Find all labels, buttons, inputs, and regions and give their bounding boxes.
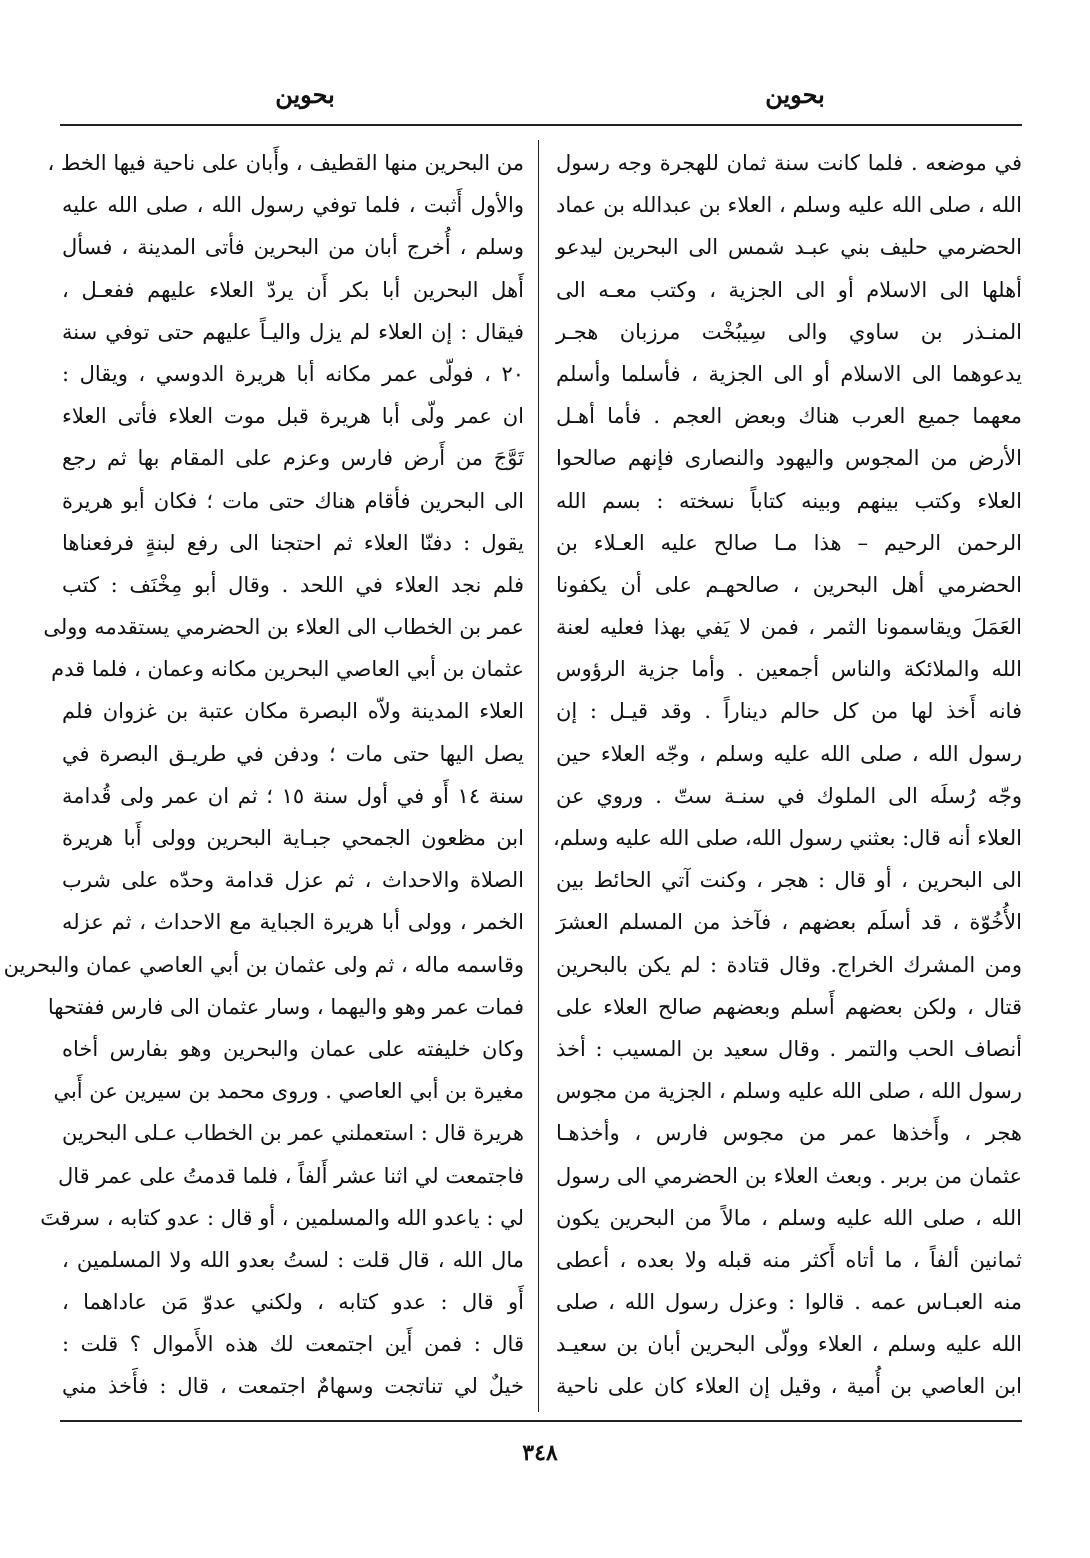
text-line: وسلم ، أُخرج أبان من البحرين فأتى المدينة ، فسأل	[62, 235, 524, 260]
text-line: ٢٠ ، فولّى عمر مكانه أبا هريرة الدوسي ، ويقال :	[62, 361, 524, 386]
text-line: لي : ياعدو الله والمسلمين ، أو قال : عدو كتابه ، سرقتَ	[40, 1205, 524, 1230]
text-line: الله ، صلى الله عليه وسلم ، مالاً من البحرين يكون	[556, 1205, 1022, 1230]
text-line: عثمان بن أبي العاصي البحرين مكانه وعمان ، فلما قدم	[51, 657, 524, 682]
text-line: فلم نجد العلاء في اللحد . وقال أبو مِخْنَف : كتب	[62, 572, 524, 597]
text-line: الأرض من المجوس واليهود والنصارى فإنهم صالحوا	[556, 446, 1022, 471]
text-line: عثمان من بربر . وبعث العلاء بن الحضرمي الى رسول	[556, 1163, 1022, 1188]
text-line: فمات عمر وهو واليهما ، وسار عثمان الى فارس ففتحها	[47, 994, 524, 1019]
text-line: فيقال : إن العلاء لم يزل واليـاً عليهم حتى توفي سنة	[62, 319, 524, 344]
text-line: منه العبـاس عمه . قالوا : وعزل رسول الله ، صلى	[556, 1290, 1022, 1315]
text-line: العلاء أنه قال: بعثني رسول الله، صلى الله عليه وسلم،	[552, 826, 1022, 850]
text-line: أَو قال : عدو كتابه ، ولكني عدوّ مَن عاداهما ،	[62, 1290, 524, 1315]
text-line: ابن العاصي بن أُمية ، وقيل إن العلاء كان على ناحية	[556, 1374, 1022, 1399]
text-line: فاجتمعت لي اثنا عشر أَلفاً ، فلما قدمتُ على عمر قال	[58, 1163, 524, 1188]
text-line: مغيرة بن أبي العاصي . وروى محمد بن سيرين عن أَبي	[53, 1079, 524, 1104]
text-line: الخمر ، وولى أبا هريرة الجباية مع الاحداث ، ثم عزله	[62, 910, 524, 935]
text-line: وجّه رُسلَه الى الملوك في سنـة ستّ . وروي عن	[556, 783, 1022, 808]
text-line: الله والملائكة والناس أجمعين . وأما جزية الرؤوس	[556, 657, 1022, 682]
text-line: وقاسمه ماله ، ثم ولى عثمان بن أبي العاصي عمان والبحرين	[3, 952, 524, 977]
running-header-left: بحوين	[275, 80, 335, 109]
left-column-text	[3, 142, 524, 1408]
text-line: عمر بن الخطاب الى العلاء بن الحضرمي يستقدمه وولى	[43, 615, 524, 640]
text-line: يقول : دفنّا العلاء ثم احتجنا الى رفع لبنةٍ فرفعناها	[62, 530, 524, 555]
text-line: تَوَّجَ من أَرض فارس وعزم على المقام بها ثم رجع	[62, 446, 524, 471]
text-line: الله عليه وسلم ، العلاء وولّى البحرين أبان بن سعيـد	[556, 1332, 1022, 1357]
text-line: الى البحرين ، أو قال : هجر ، وكنت آتي الحائط بين	[556, 868, 1022, 893]
text-line: خيلٌ لي تناتجت وسهامٌ اجتمعت ، قال : فأَخذ مني	[62, 1374, 524, 1399]
text-line: رسول الله ، صلى الله عليه وسلم ، الجزية من مجوس	[555, 1079, 1022, 1104]
top-rule	[60, 124, 1022, 126]
text-line: رسول الله ، صلى الله عليه وسلم ، وجّه العلاء حين	[556, 741, 1022, 766]
text-line: ابن مظعون الجمحي جبـاية البحرين وولى أَبا هريرة	[62, 826, 524, 850]
text-line: هريرة قال : استعملني عمر بن الخطاب عـلى البحرين	[61, 1121, 524, 1146]
text-line: الى البحرين فأقام هناك حتى مات ؛ فكان أبو هريرة	[62, 488, 524, 513]
text-line: مال الله ، قال قلت : لستُ بعدو الله ولا المسلمين ،	[62, 1247, 524, 1272]
text-line: الحضرمي حليف بني عبـد شمس الى البحرين ليدعو	[556, 235, 1022, 260]
text-line: العلاء المدينة ولاّه البصرة مكان عتبة بن غزوان فلم	[62, 699, 524, 724]
running-header-right: بحوين	[765, 80, 825, 109]
text-line: العلاء وكتب بينهم وبينه كتاباً نسخته : بسم الله	[556, 488, 1022, 513]
text-line: الحضرمي أهل البحرين ، صالحهـم على أن يكفونا	[556, 572, 1022, 597]
text-line: العَمَلَ ويقاسمونا الثمر ، فمن لا يَفي بهذا فعليه لعنة	[556, 615, 1022, 640]
text-line: أهلها الى الاسلام أو الى الجزية ، وكتب معـه الى	[556, 277, 1022, 302]
text-line: ومن المشرك الخراج. وقال قتادة : لم يكن بالبحرين	[556, 952, 1022, 977]
bottom-rule	[60, 1420, 1022, 1422]
text-line: وكان خليفته على عمان والبحرين وهو بفارس أخاه	[62, 1036, 524, 1061]
text-line: معهما جميع العرب هناك وبعض العجم . فأما أهـل	[556, 404, 1022, 429]
text-line: سنة ١٤ أَو في أول سنة ١٥ ؛ ثم ان عمر ولى قُدامة	[62, 783, 524, 808]
text-line: قال : فمن أَين اجتمعت لك هذه الأَموال ؟ قلت :	[62, 1332, 524, 1357]
text-line: الرحمن الرحيم – هذا مـا صالح عليه العـلاء بن	[556, 530, 1022, 555]
text-line: الله ، صلى الله عليه وسلم ، العلاء بن عبدالله بن عماد	[556, 193, 1022, 218]
text-line: يصل اليها حتى مات ؛ ودفن في طريـق البصرة في	[62, 741, 524, 766]
text-line: الأُخُوّة ، قد أسلَم بعضهم ، فآخذ من المسلم العشرَ	[556, 910, 1022, 935]
text-line: أَهل البحرين أبا بكر أَن يردّ العلاء عليهم ففعـل ،	[62, 277, 524, 302]
column-divider	[538, 140, 539, 1412]
text-line: ان عمر ولّى أبا هريرة قبل موت العلاء فأتى العلاء	[62, 404, 524, 429]
text-line: يدعوهما الى الاسلام أو الى الجزية ، فأسلما وأسلم	[556, 361, 1022, 386]
text-line: والأول أَثبت ، فلما توفي رسول الله ، صلى الله عليه	[62, 193, 524, 218]
text-line: الصلاة والاحداث ، ثم عزل قدامة وحدّه على شرب	[62, 868, 524, 893]
text-line: في موضعه . فلما كانت سنة ثمان للهجرة وجه رسول	[556, 151, 1022, 175]
text-line: هجر ، وأَخذها عمر من مجوس فارس ، وأخذهـا	[556, 1121, 1022, 1146]
text-line: قتال ، ولكن بعضهم أَسلم وبعضهم صالح العلاء على	[556, 994, 1022, 1019]
right-column-text	[552, 142, 1022, 1408]
text-line: المنـذر بن ساوي والى سِيبُخْت مرزبان هجـر	[556, 319, 1022, 344]
page-number: ٣٤٨	[522, 1440, 558, 1466]
text-line: من البحرين منها القطيف ، وأَبان على ناحية فيها الخط ،	[47, 151, 524, 175]
text-line: فانه أَخذ لها من كل حالم ديناراً . وقد قيـل : إن	[556, 699, 1022, 724]
text-line: ثمانين ألفاً ، ما أتاه أَكثر منه قبله ولا بعده ، أعطى	[556, 1247, 1022, 1272]
text-line: أنصاف الحب والتمر . وقال سعيد بن المسيب : أخذ	[556, 1036, 1022, 1061]
